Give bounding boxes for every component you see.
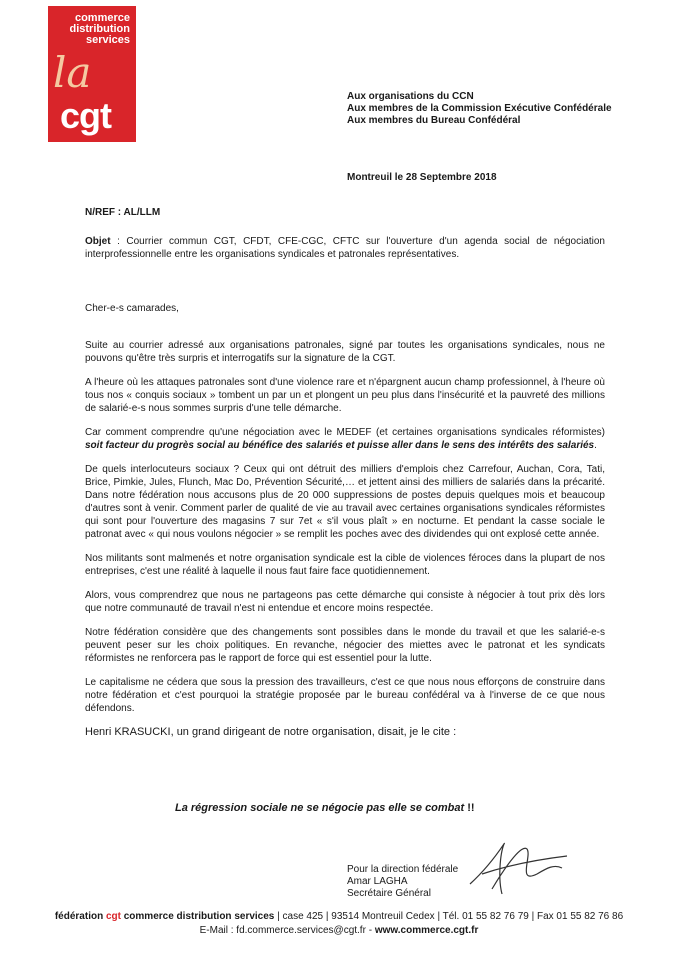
footer-email: E-Mail : fd.commerce.services@cgt.fr xyxy=(199,925,366,936)
paragraph-4: De quels interlocuteurs sociaux ? Ceux qui ont détruit des milliers d'emplois chez Carrefour, Auchan, Cora, Tati, Brice, Pimkie, Jules, Flunch, Mac Do, Prévention Sécurité,… et jettent ainsi des milliers de salariés dans la précarité. Dans notre fédération nous accusons plus de 20 000 suppressions de postes depuis quelques mois et beaucoup d'autres sont à venir. Comment parler de qualité de vie au travail avec certaines organisations syndicales réformistes qui sont pour l'ouverture des magasins 7 sur 7et « s'il vous plaît » en nocturne. Et pendant la casse sociale le patronat avec « qui nous voulons négocier » se remplit les poches avec des dividendes qui ont explosé cette année. xyxy=(85,464,605,540)
logo-line-commerce: commerce xyxy=(74,12,130,24)
recipients-block xyxy=(347,91,637,127)
footer-cgt: cgt xyxy=(105,911,121,922)
reference: N/REF : AL/LLM xyxy=(85,207,161,218)
paragraph-7: Notre fédération considère que des changements sont possibles dans le monde du travail et que les salarié-e-s peuvent peser sur les choix politiques. En revanche, négocier des miettes avec le patronat et les syndicats réformistes ne renforcera pas le rapport de force qui est essentiel pour la lutte. xyxy=(85,627,605,664)
krasucki-quote xyxy=(175,802,475,814)
logo-la: la xyxy=(53,48,92,97)
recipient-line: Aux membres du Bureau Confédéral xyxy=(347,115,521,126)
logo-subtitle xyxy=(70,13,131,46)
subject-label: Objet xyxy=(85,236,111,247)
letter-date: Montreuil le 28 Septembre 2018 xyxy=(347,172,497,183)
footer-contact-line xyxy=(0,924,678,938)
paragraph-3-emphasis: soit facteur du progrès social au bénéfice des salariés et puisse aller dans le sens des intérêts des salariés xyxy=(85,440,595,451)
logo-line-distribution: distribution xyxy=(69,23,130,35)
handwritten-signature-icon xyxy=(462,834,572,904)
letter-body xyxy=(85,302,605,750)
paragraph-2: A l'heure où les attaques patronales sont d'une violence rare et n'épargnent aucun champ professionnel, à l'heure où tous nos « conquis sociaux » tombent un par un et plongent un peu plus dans l'insécurité et la pauvreté des millions de salarié-e-s nous sommes surpris d'une telle démarche. xyxy=(85,377,605,414)
paragraph-3-end: . xyxy=(594,440,597,451)
footer-separator: - xyxy=(365,925,375,936)
footer-address-line xyxy=(0,910,678,924)
salutation: Cher-e-s camarades, xyxy=(85,303,179,314)
signature-title: Secrétaire Général xyxy=(347,888,431,899)
paragraph-8: Le capitalisme ne cédera que sous la pression des travailleurs, c'est ce que nous nous efforçons de construire dans notre fédération et c'est pourquoi la stratégie proposée par le bureau confédéral va à l'inverse de ce que nous défendons. xyxy=(85,677,605,714)
subject-text: : Courrier commun CGT, CFDT, CFE-CGC, CFTC sur l'ouverture d'un agenda social de négociation interprofessionnelle entre les organisations syndicales et patronales représentatives. xyxy=(85,236,605,260)
quote-text: La régression sociale ne se négocie pas elle se combat xyxy=(175,802,465,814)
paragraph-5: Nos militants sont malmenés et notre organisation syndicale est la cible de violences féroces dans la plupart de nos entreprises, c'est une réalité à laquelle il nous faut faire face quotidiennement. xyxy=(85,553,605,577)
logo-line-services: services xyxy=(85,34,130,46)
footer-address: | case 425 | 93514 Montreuil Cedex | Tél. 01 55 82 76 79 | Fax 01 55 82 76 86 xyxy=(274,911,624,922)
cgt-logo xyxy=(48,6,136,142)
paragraph-9: Henri KRASUCKI, un grand dirigeant de notre organisation, disait, je le cite : xyxy=(85,726,457,738)
signature-block xyxy=(347,864,458,900)
footer-website-link[interactable]: www.commerce.cgt.fr xyxy=(374,925,479,936)
letter-footer xyxy=(0,910,678,938)
recipient-line: Aux membres de la Commission Exécutive Confédérale xyxy=(347,103,612,114)
paragraph-6: Alors, vous comprendrez que nous ne partageons pas cette démarche qui consiste à négocier à tout prix dès lors que notre communauté de travail n'est ni entendue et encore moins respectée. xyxy=(85,590,605,614)
signature-name: Amar LAGHA xyxy=(347,876,408,887)
paragraph-3-lead: Car comment comprendre qu'une négociation avec le MEDEF (et certaines organisations syndicales réformistes) xyxy=(85,427,605,438)
footer-org-name: commerce distribution services xyxy=(120,911,275,922)
paragraph-3 xyxy=(85,426,605,452)
subject xyxy=(85,235,605,261)
quote-exclamation: !! xyxy=(464,802,475,814)
signature-line-1: Pour la direction fédérale xyxy=(347,864,459,875)
footer-federation: fédération xyxy=(54,911,106,922)
paragraph-1: Suite au courrier adressé aux organisations patronales, signé par toutes les organisations syndicales, nous ne pouvons qu'être très surpris et interrogatifs sur la signature de la CGT. xyxy=(85,340,605,364)
recipient-line: Aux organisations du CCN xyxy=(347,91,474,102)
logo-cgt: cgt xyxy=(60,95,111,136)
